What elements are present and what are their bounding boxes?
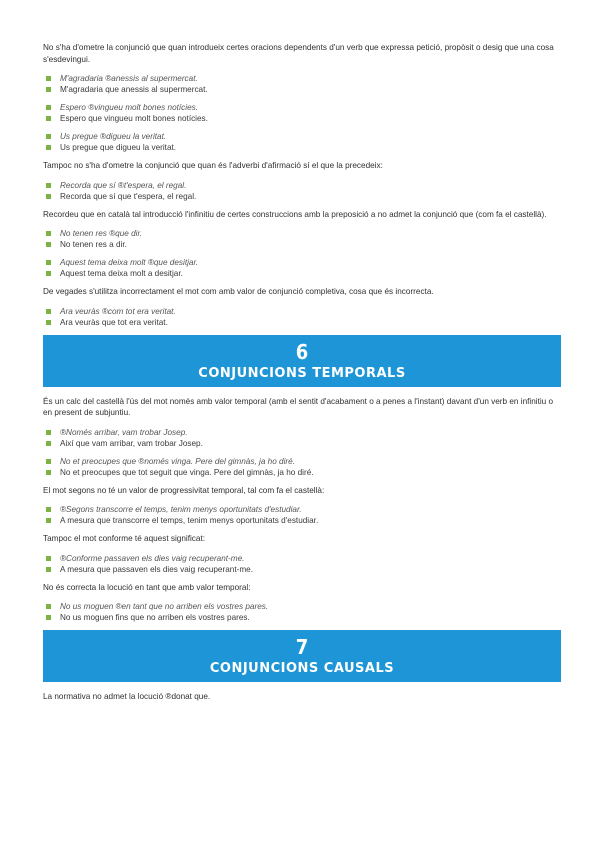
paragraph: La normativa no admet la locució ®donat que. — [43, 692, 211, 701]
incorrect-example: Recorda que sí ®t'espera, el regal. — [43, 180, 561, 191]
correct-example: No us moguen fins que no arriben els vostres pares. — [43, 612, 561, 623]
incorrect-example: No us moguen ®en tant que no arriben els vostres pares. — [43, 601, 561, 612]
paragraph: No s'ha d'ometre la conjunció que quan introdueix certes oracions dependents d'un verb que expressa petició, propòsit o desig que una cosa s'esdevingui. — [43, 43, 554, 64]
correct-example: A mesura que transcorre el temps, tenim menys oportunitats d'estudiar. — [43, 515, 561, 526]
section-number: 6 — [295, 339, 309, 364]
example-list — [43, 228, 561, 250]
section-banner — [43, 630, 561, 682]
example-list — [43, 131, 561, 153]
correct-example: Recorda que sí que t'espera, el regal. — [43, 191, 561, 202]
example-list — [43, 553, 561, 575]
example-list — [43, 257, 561, 279]
incorrect-example: M'agradaria ®anessis al supermercat. — [43, 73, 561, 84]
correct-example: Us pregue que digueu la veritat. — [43, 142, 561, 153]
section-number: 7 — [295, 635, 309, 659]
incorrect-example: Espero ®vingueu molt bones notícies. — [43, 102, 561, 113]
paragraph: No és correcta la locució en tant que amb valor temporal: — [43, 582, 251, 592]
incorrect-example: Us pregue ®digueu la veritat. — [43, 131, 561, 142]
correct-example: A mesura que passaven els dies vaig recuperant-me. — [43, 564, 561, 575]
incorrect-example: No et preocupes que ®només vinga. Pere del gimnàs, ja ho diré. — [43, 456, 561, 467]
document-body — [43, 42, 561, 711]
paragraph: De vegades s'utilitza incorrectament el mot com amb valor de conjunció completiva, cosa que és incorrecta. — [43, 287, 434, 296]
correct-example: M'agradaria que anessis al supermercat. — [43, 84, 561, 95]
section-title: CONJUNCIONS CAUSALS — [209, 661, 395, 676]
correct-example: Aquest tema deixa molt a desitjar. — [43, 268, 561, 279]
section-banner — [43, 335, 561, 387]
correct-example: Així que vam arribar, vam trobar Josep. — [43, 438, 561, 449]
paragraph: Tampoc el mot conforme té aquest significat: — [43, 534, 206, 543]
paragraph: Recordeu que en català tal introducció l'infinitiu de certes construccions amb la preposició a no admet la conjunció que (com fa el castellà). — [43, 209, 547, 219]
example-list — [43, 180, 561, 202]
correct-example: No tenen res a dir. — [43, 239, 561, 250]
example-list — [43, 102, 561, 124]
correct-example: Ara veuràs que tot era veritat. — [43, 317, 561, 328]
example-list — [43, 456, 561, 478]
incorrect-example: No tenen res ®que dir. — [43, 228, 561, 239]
correct-example: Espero que vingueu molt bones notícies. — [43, 113, 561, 124]
paragraph: El mot segons no té un valor de progressivitat temporal, tal com fa el castellà: — [43, 485, 325, 495]
incorrect-example: ®Segons transcorre el temps, tenim menys oportunitats d'estudiar. — [43, 504, 561, 515]
example-list — [43, 306, 561, 328]
incorrect-example: ®Conforme passaven els dies vaig recuperant-me. — [43, 553, 561, 564]
section-title: CONJUNCIONS TEMPORALS — [198, 365, 406, 381]
example-list — [43, 601, 561, 623]
incorrect-example: Aquest tema deixa molt ®que desitjar. — [43, 257, 561, 268]
correct-example: No et preocupes que tot seguit que vinga. Pere del gimnàs, ja ho diré. — [43, 467, 561, 478]
example-list — [43, 427, 561, 449]
example-list — [43, 73, 561, 95]
paragraph: És un calc del castellà l'ús del mot només amb valor temporal (amb el sentit d'acabament o a penes a l'instant) davant d'un verb en infinitiu o en present de subjuntiu. — [43, 396, 554, 417]
incorrect-example: Ara veuràs ®com tot era veritat. — [43, 306, 561, 317]
example-list — [43, 504, 561, 526]
incorrect-example: ®Només arribar, vam trobar Josep. — [43, 427, 561, 438]
paragraph: Tampoc no s'ha d'ometre la conjunció que quan és l'adverbi d'afirmació sí el que la precedeix: — [43, 161, 383, 170]
